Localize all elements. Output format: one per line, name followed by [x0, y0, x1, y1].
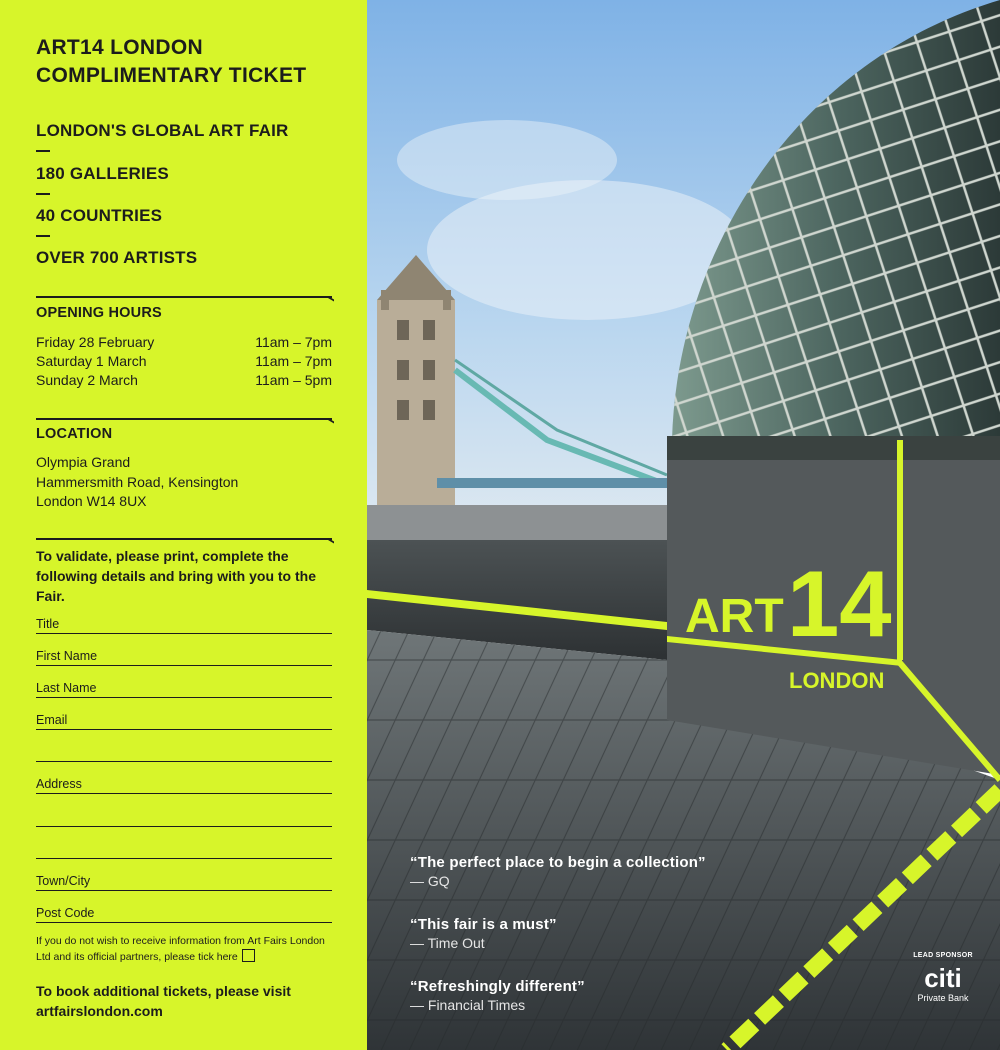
location-line: London W14 8UX [36, 493, 147, 509]
citi-logo: citi [924, 963, 962, 993]
quote-text: “Refreshingly different” [410, 978, 585, 995]
section-rule [36, 418, 332, 420]
vertical-stripe [897, 440, 903, 660]
hours-time: 11am – 5pm [255, 372, 332, 388]
quote-source: — GQ [410, 873, 450, 889]
section-rule [36, 538, 332, 540]
post-code-field[interactable]: Post Code [36, 906, 332, 923]
stat-global-art-fair: LONDON'S GLOBAL ART FAIR [36, 121, 289, 140]
ticket-title-line2: COMPLIMENTARY TICKET [36, 64, 307, 87]
quote-text: “The perfect place to begin a collection” [410, 854, 706, 871]
title-field[interactable]: Title [36, 617, 332, 634]
city-hall-photo [367, 0, 1000, 1050]
river-wall [367, 505, 672, 545]
cloud [397, 120, 617, 200]
stat-divider [36, 150, 50, 152]
hours-time: 11am – 7pm [255, 334, 332, 350]
sponsor-label: LEAD SPONSOR [913, 952, 973, 959]
email-field[interactable]: Email [36, 713, 332, 730]
ticket-panel [0, 0, 367, 1050]
lead-sponsor [906, 952, 980, 1003]
last-name-field[interactable]: Last Name [36, 681, 332, 698]
section-rule [36, 296, 332, 298]
hours-time: 11am – 7pm [255, 353, 332, 369]
hours-row [36, 370, 332, 390]
stat-divider [36, 193, 50, 195]
address-line[interactable] [36, 826, 332, 827]
quote-gq [410, 854, 706, 889]
location-line: Olympia Grand [36, 454, 131, 470]
logo-city: LONDON [789, 668, 885, 693]
sponsor-sub: Private Bank [917, 993, 969, 1003]
ticket-title-line1: ART14 LONDON [36, 36, 203, 59]
quote-time-out [410, 916, 557, 951]
optout-text: If you do not wish to receive information from Art Fairs London Ltd and its official partners, please tick here [36, 935, 325, 963]
opening-hours-heading: OPENING HOURS [36, 305, 162, 321]
address-line[interactable] [36, 858, 332, 859]
quote-source: — Financial Times [410, 997, 526, 1013]
stat-divider [36, 235, 50, 237]
quote-financial-times [410, 978, 585, 1013]
hours-day: Friday 28 February [36, 334, 155, 350]
first-name-field[interactable]: First Name [36, 649, 332, 666]
optout-checkbox[interactable] [242, 949, 255, 962]
location-line: Hammersmith Road, Kensington [36, 474, 239, 490]
town-city-field[interactable]: Town/City [36, 874, 332, 891]
hours-day: Saturday 1 March [36, 353, 147, 369]
email-line[interactable] [36, 761, 332, 762]
booking-link[interactable]: artfairslondon.com [36, 1003, 163, 1019]
validate-instructions: To validate, please print, complete the following details and bring with you to the Fair. [36, 548, 316, 604]
hours-row [36, 351, 332, 371]
optout-notice [36, 934, 336, 965]
stat-artists: OVER 700 ARTISTS [36, 248, 198, 267]
quote-text: “This fair is a must” [410, 916, 557, 933]
hours-row [36, 332, 332, 352]
location-heading: LOCATION [36, 426, 113, 442]
logo-art: ART [685, 590, 784, 643]
stat-countries: 40 COUNTRIES [36, 206, 163, 225]
address-field[interactable]: Address [36, 777, 332, 794]
quote-source: — Time Out [410, 935, 485, 951]
book-line1: To book additional tickets, please visit [36, 983, 291, 999]
stat-galleries: 180 GALLERIES [36, 164, 169, 183]
logo-number: 14 [787, 551, 892, 656]
hours-day: Sunday 2 March [36, 372, 138, 388]
